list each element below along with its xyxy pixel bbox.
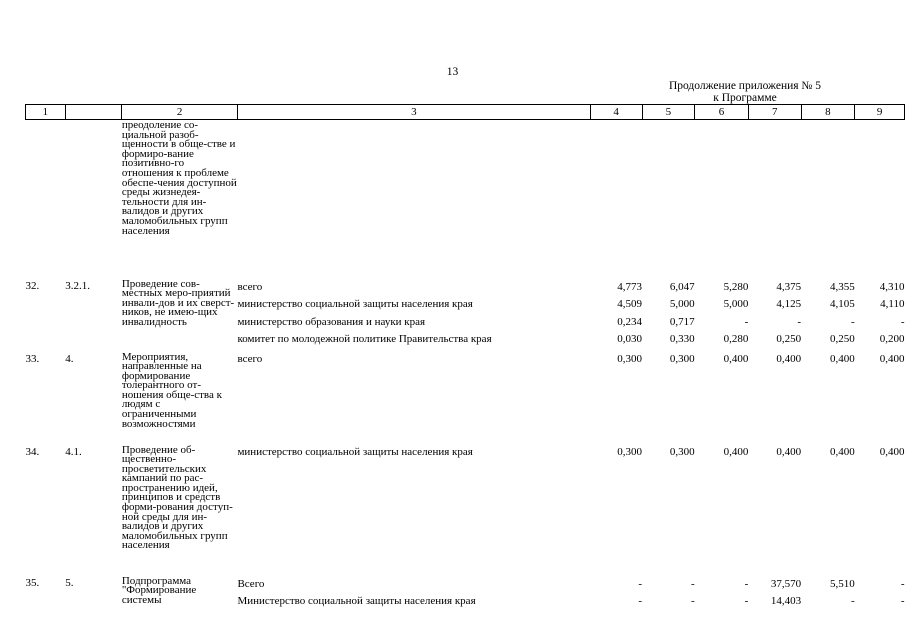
table-row	[26, 577, 905, 613]
value-cell: 4,509	[617, 298, 642, 310]
header-row	[26, 105, 905, 120]
appendix-title-line-1: Продолжение приложения № 5	[668, 80, 822, 92]
table-row	[26, 280, 905, 353]
value-cell: 0,400	[829, 445, 855, 458]
header-cell: 7	[748, 105, 801, 120]
executor-list	[237, 280, 590, 353]
value-cell: 0,330	[669, 333, 695, 345]
row-name: Проведение об-щественно-просветительских кампаний по рас-пространению идей, принципов и средств форми-рования доступ-ной среды для ин-валидов и других маломобильных групп населения	[121, 443, 233, 552]
value-cell: -	[744, 577, 749, 590]
value-cell: 0,400	[879, 352, 905, 365]
value-cell: 0,200	[879, 333, 905, 345]
value-cell: 0,234	[617, 315, 642, 328]
value-cell: 0,400	[879, 445, 905, 458]
value-cell: 0,030	[617, 333, 642, 345]
value-cell: 4,105	[829, 298, 855, 310]
appendix-title	[620, 80, 870, 104]
appendix-title-line-2: к Программе	[713, 92, 777, 104]
row-code: 3.2.1.	[65, 279, 90, 292]
row-code: 5.	[65, 576, 74, 589]
executor-name: всего	[237, 280, 263, 293]
value-cell: 0,300	[669, 445, 695, 458]
value-cell: 0,717	[669, 315, 695, 328]
value-cell: -	[900, 315, 905, 328]
value-cell: 0,400	[829, 352, 855, 365]
value-cell: 5,000	[669, 298, 695, 310]
value-col-8	[801, 577, 855, 613]
value-cell: 4,110	[880, 298, 905, 310]
value-col-6	[695, 280, 749, 353]
header-cell	[65, 105, 122, 120]
value-col-7	[748, 280, 801, 353]
value-cell: 0,250	[776, 333, 802, 345]
value-cell: 5,000	[723, 298, 749, 310]
header-cell: 4	[590, 105, 642, 120]
executor-name: комитет по молодежной политике Правительства края	[237, 333, 492, 345]
value-col-5	[642, 280, 695, 353]
value-cell: -	[851, 595, 855, 607]
executor-name: всего	[237, 352, 263, 365]
row-code: 4.	[65, 352, 74, 365]
table-row	[26, 446, 905, 577]
value-cell: 5,510	[829, 577, 855, 590]
value-cell: 0,280	[723, 333, 749, 345]
program-table	[25, 104, 905, 613]
value-cell: -	[744, 595, 749, 607]
value-cell: -	[744, 315, 749, 328]
value-cell: 4,310	[879, 280, 905, 293]
value-cell: 0,400	[723, 352, 749, 365]
value-cell: 6,047	[669, 280, 695, 293]
value-cell: 0,300	[617, 352, 642, 365]
intro-text: преодоление со-циальной разоб-щенности в обще-стве и формиро-вание позитивно-го отношения к проблеме обеспе-чения доступной среды жизнедея-тельности для ин-валидов и других маломобильных групп населения	[121, 119, 237, 237]
value-cell: -	[691, 577, 695, 590]
executor-name: Всего	[237, 577, 265, 590]
value-cell: 0,400	[776, 352, 802, 365]
row-number: 34.	[25, 445, 40, 458]
table-row	[26, 353, 905, 446]
header-cell: 2	[122, 105, 238, 120]
row-name: Проведение сов-местных меро-приятий инвали-дов и их сверст-ников, не имею-щих инвалидность	[121, 277, 235, 328]
value-col-9	[855, 577, 905, 613]
value-col-4	[590, 280, 642, 353]
value-col-8	[801, 280, 855, 353]
value-cell: -	[900, 577, 905, 590]
value-cell: -	[900, 595, 905, 607]
row-name: Мероприятия, направленные на формирование толерантного от-ношения обще-ства к людям с ограниченными возможностями	[121, 350, 222, 430]
value-cell: 0,400	[776, 445, 802, 458]
value-cell: -	[851, 315, 855, 328]
row-number: 32.	[25, 279, 40, 292]
page-number: 13	[446, 66, 459, 78]
executor-name: Министерство социальной защиты населения края	[237, 595, 476, 607]
value-cell: 0,250	[829, 333, 855, 345]
value-cell: 5,280	[723, 280, 749, 293]
row-number: 35.	[25, 576, 40, 589]
value-col-5	[642, 577, 695, 613]
value-col-4	[590, 577, 642, 613]
value-cell: 4,125	[776, 298, 802, 310]
value-cell: 37,570	[770, 577, 802, 590]
value-col-9	[855, 280, 905, 353]
value-cell: 4,355	[829, 280, 855, 293]
executor-name: министерство социальной защиты населения края	[237, 445, 473, 458]
value-cell: 4,773	[617, 280, 642, 293]
intro-row	[26, 120, 905, 280]
executor-name: министерство социальной защиты населения края	[237, 298, 473, 310]
row-code: 4.1.	[65, 445, 82, 458]
value-cell: -	[691, 595, 695, 607]
value-cell: -	[638, 595, 642, 607]
value-cell: 4,375	[776, 280, 802, 293]
executor-name: министерство образования и науки края	[237, 315, 426, 328]
header-cell: 6	[695, 105, 749, 120]
value-cell: -	[638, 577, 642, 590]
header-cell: 9	[855, 105, 905, 120]
value-col-7	[748, 577, 801, 613]
header-cell: 8	[801, 105, 855, 120]
value-cell: 0,300	[617, 445, 642, 458]
value-cell: 0,300	[669, 352, 695, 365]
value-cell: -	[797, 315, 802, 328]
value-cell: 0,400	[723, 445, 749, 458]
row-name: Подпрограмма "Формирование системы	[121, 574, 197, 606]
row-number: 33.	[25, 352, 40, 365]
header-cell: 5	[642, 105, 695, 120]
header-cell: 3	[237, 105, 590, 120]
header-cell: 1	[26, 105, 66, 120]
value-cell: 14,403	[770, 595, 802, 607]
value-col-6	[695, 577, 749, 613]
executor-list	[237, 577, 590, 613]
